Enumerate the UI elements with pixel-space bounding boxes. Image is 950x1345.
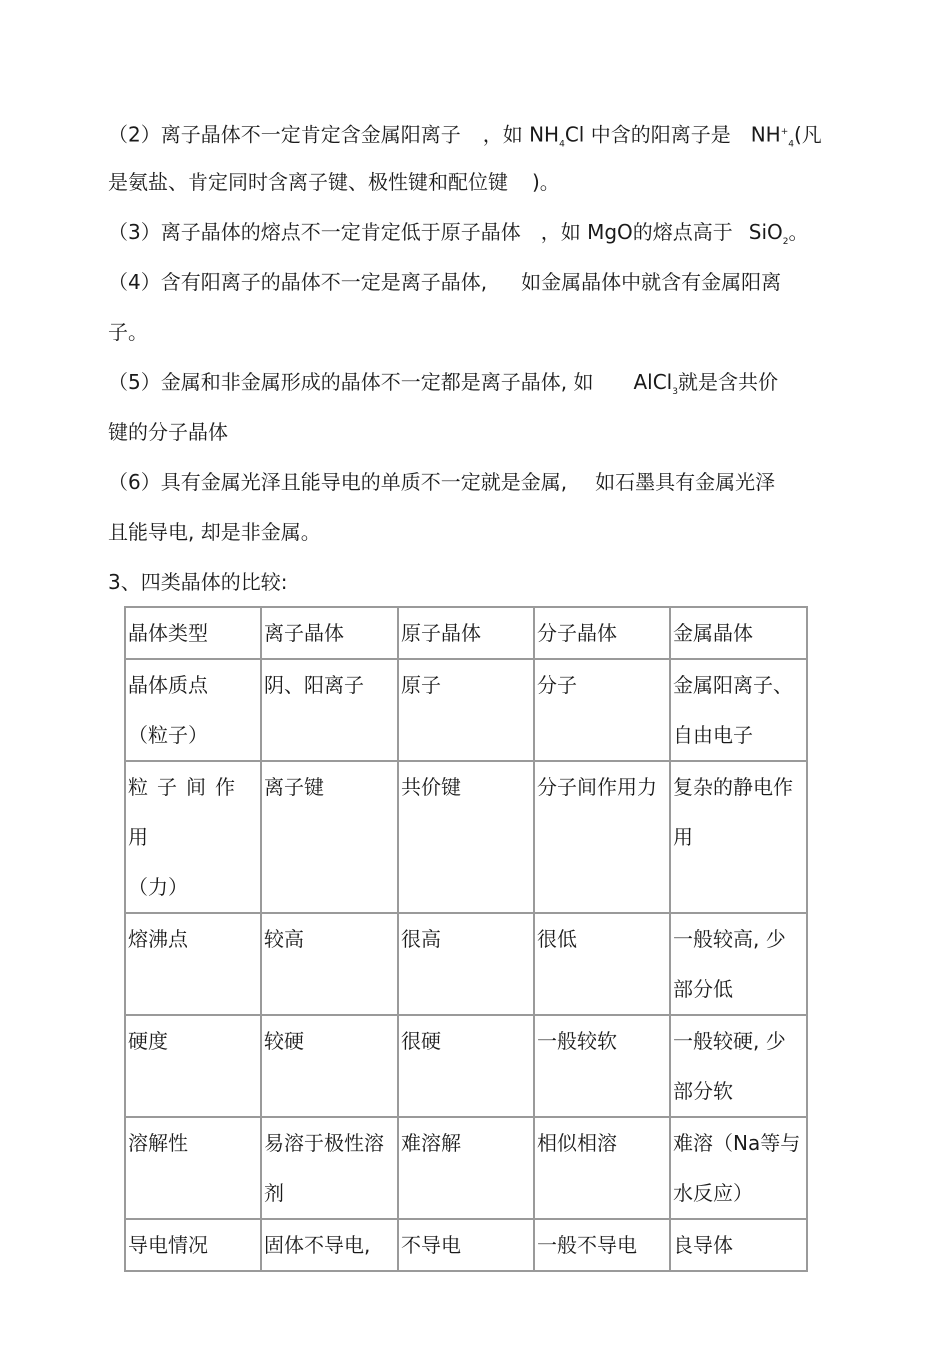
text: 。 [788, 220, 809, 244]
cell-line: 部分低 [673, 977, 733, 1001]
cell-line: （力） [128, 875, 188, 899]
table-row [125, 659, 807, 761]
header-cell: 离子晶体 [261, 607, 398, 659]
text: Cl 中含的阳离子是 [564, 122, 731, 147]
table-row [125, 1117, 807, 1219]
table-cell: 原子 [398, 659, 534, 761]
table-cell [670, 761, 807, 913]
paragraph-6-line-2 [108, 520, 321, 544]
section-3-heading [108, 570, 287, 594]
text: （5）金属和非金属形成的晶体不一定都是离子晶体, 如 [108, 370, 594, 394]
text: （2）离子晶体不一定肯定含金属阳离子 [108, 122, 461, 147]
table-cell: 熔沸点 [125, 913, 261, 1015]
table-row [125, 1219, 807, 1271]
table-cell [670, 1117, 807, 1219]
text: SiO [748, 220, 783, 244]
table-cell: 分子间作用力 [534, 761, 670, 913]
text: 如石墨具有金属光泽 [595, 470, 776, 494]
cell-line: 用 [673, 825, 693, 849]
table-cell: 共价键 [398, 761, 534, 913]
superscript: + [780, 127, 789, 137]
text: （4）含有阳离子的晶体不一定是离子晶体, [108, 270, 488, 294]
cell-line: 部分软 [673, 1079, 733, 1103]
table-cell [670, 659, 807, 761]
table-header-row [125, 607, 807, 659]
paragraph-2-line-1 [108, 120, 822, 157]
cell-line: （粒子） [128, 723, 208, 747]
table-row [125, 761, 807, 913]
cell-line: 水反应） [673, 1181, 753, 1205]
table-cell: 溶解性 [125, 1117, 261, 1219]
table-cell: 难溶解 [398, 1117, 534, 1219]
table-cell: 相似相溶 [534, 1117, 670, 1219]
paragraph-2-line-2 [108, 170, 560, 194]
cell-line: 粒子间作用 [128, 775, 244, 849]
header-cell: 晶体类型 [125, 607, 261, 659]
text: ，如 NH [482, 122, 560, 147]
subscript: 4 [559, 139, 565, 150]
table-cell [125, 761, 261, 913]
table-cell: 一般不导电 [534, 1219, 670, 1271]
table-cell [670, 913, 807, 1015]
cell-line: 易溶于极性溶 [264, 1131, 384, 1155]
text: （3）离子晶体的熔点不一定肯定低于原子晶体 [108, 220, 521, 244]
cell-line: 金属阳离子、 [673, 673, 793, 697]
cell-line: 晶体质点 [128, 673, 208, 697]
table-cell: 很硬 [398, 1015, 534, 1117]
text: NH [750, 122, 781, 147]
text: 如金属晶体中就含有金属阳离 [521, 270, 782, 294]
table-row [125, 913, 807, 1015]
header-cell: 金属晶体 [670, 607, 807, 659]
text: 的熔点高于 [632, 220, 733, 244]
subscript: 4 [788, 139, 794, 150]
table-cell: 硬度 [125, 1015, 261, 1117]
paragraph-4-line-1 [108, 270, 781, 294]
table-cell: 较硬 [261, 1015, 398, 1117]
cell-line: 难溶（Na等与 [673, 1131, 801, 1155]
text: 键的分子晶体 [108, 420, 228, 444]
text: 3、四类晶体的比较: [108, 570, 288, 594]
table-cell [670, 1015, 807, 1117]
text: ，如 MgO [540, 220, 633, 244]
table-cell: 很高 [398, 913, 534, 1015]
cell-line: 复杂的静电作 [673, 775, 793, 799]
paragraph-5-line-2 [108, 420, 228, 444]
table-cell: 不导电 [398, 1219, 534, 1271]
text: )。 [532, 170, 560, 194]
paragraph-6-line-1 [108, 470, 775, 494]
paragraph-5-line-1 [108, 370, 778, 404]
text: 子。 [108, 320, 148, 344]
paragraph-4-line-2 [108, 320, 148, 344]
cell-line: 一般较硬, 少 [673, 1029, 786, 1053]
text: （6）具有金属光泽且能导电的单质不一定就是金属, [108, 470, 568, 494]
table-cell: 一般较软 [534, 1015, 670, 1117]
table-cell: 阴、阳离子 [261, 659, 398, 761]
table-cell [125, 659, 261, 761]
text: 就是含共价 [677, 370, 778, 394]
header-cell: 原子晶体 [398, 607, 534, 659]
table-cell: 离子键 [261, 761, 398, 913]
paragraph-3 [108, 220, 809, 254]
table-cell: 良导体 [670, 1219, 807, 1271]
table-cell: 很低 [534, 913, 670, 1015]
text: (凡 [794, 122, 822, 147]
header-cell: 分子晶体 [534, 607, 670, 659]
table-cell [261, 1117, 398, 1219]
cell-line: 一般较高, 少 [673, 927, 786, 951]
text: 且能导电, 却是非金属。 [108, 520, 321, 544]
table-row [125, 1015, 807, 1117]
table-cell: 固体不导电, [261, 1219, 398, 1271]
cell-line: 自由电子 [673, 723, 753, 747]
text: 是氨盐、肯定同时含离子键、极性键和配位键 [108, 170, 508, 194]
table-cell: 分子 [534, 659, 670, 761]
table-cell: 较高 [261, 913, 398, 1015]
subscript: 2 [782, 237, 789, 247]
crystal-comparison-table [124, 606, 808, 1272]
subscript: 3 [672, 387, 678, 397]
table-cell: 导电情况 [125, 1219, 261, 1271]
text: AlCl [633, 370, 673, 394]
cell-line: 剂 [264, 1181, 284, 1205]
